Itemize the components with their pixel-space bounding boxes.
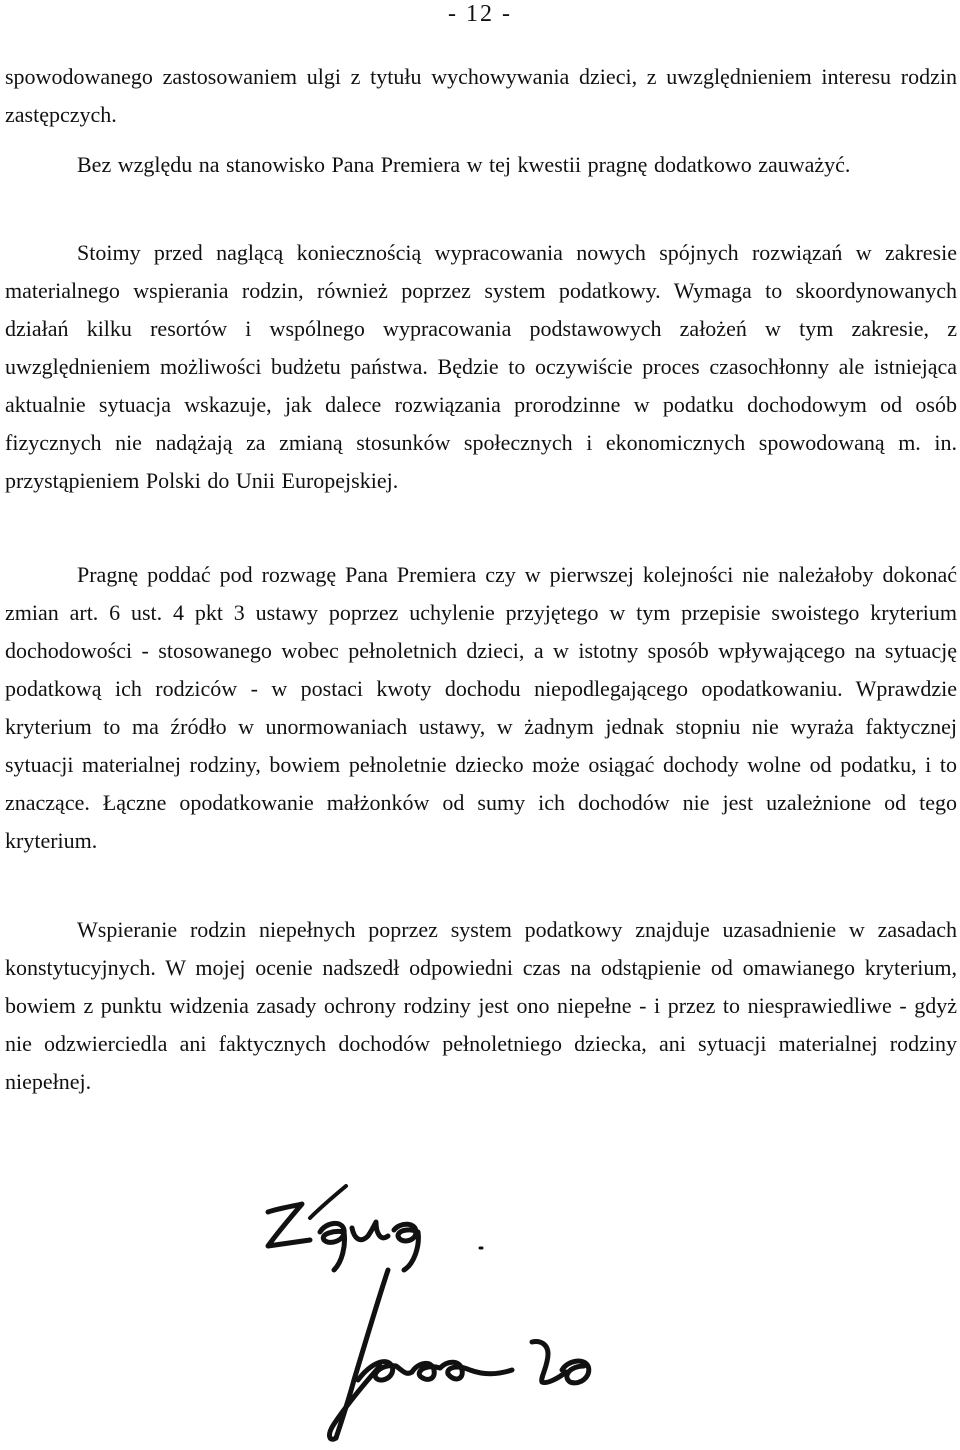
paragraph-5: Wspieranie rodzin niepełnych poprzez system podatkowy znajduje uzasadnienie w zasadach konstytucyjnych. W mojej ocenie nadszedł odpowiedni czas na odstąpienie od omawianego kryterium, bowiem z punktu widzenia zasady ochrony rodziny jest ono niepełne - i przez to niesprawiedliwe - gdyż nie odzwierciedla ani faktycznych dochodów pełnoletniego dziecka, ani sytuacji materialnej rodziny niepełnej. xyxy=(5,917,957,1094)
handwritten-signature xyxy=(250,1170,620,1450)
paragraph-2: Bez względu na stanowisko Pana Premiera w tej kwestii pragnę dodatkowo zauważyć. xyxy=(77,152,851,177)
paragraph-3: Stoimy przed naglącą koniecznością wypracowania nowych spójnych rozwiązań w zakresie materialnego wspierania rodzin, również poprzez system podatkowy. Wymaga to skoordynowanych działań kilku resortów i wspólnego wypracowania podstawowych założeń w tym zakresie, z uwzględnieniem możliwości budżetu państwa. Będzie to oczywiście proces czasochłonny ale istniejąca aktualnie sytuacja wskazuje, jak dalece rozwiązania prorodzinne w podatku dochodowym od osób fizycznych nie nadążają za zmianą stosunków społecznych i ekonomicznych spowodowaną m. in. przystąpieniem Polski do Unii Europejskiej. xyxy=(5,240,957,493)
paragraph-4: Pragnę poddać pod rozwagę Pana Premiera czy w pierwszej kolejności nie należałoby dokonać zmian art. 6 ust. 4 pkt 3 ustawy poprzez uchylenie przyjętego w tym przepisie swoistego kryterium dochodowości - stosowanego wobec pełnoletnich dzieci, a w istotny sposób wpływającego na sytuację podatkową ich rodziców - w postaci kwoty dochodu niepodlegającego opodatkowaniu. Wprawdzie kryterium to ma źródło w unormowaniach ustawy, w żadnym jednak stopniu nie wyraża faktycznej sytuacji materialnej rodziny, bowiem pełnoletnie dziecko może osiągać dochody wolne od podatku, i to znaczące. Łączne opodatkowanie małżonków od sumy ich dochodów nie jest uzależnione od tego kryterium. xyxy=(5,562,957,853)
paragraph-1: spowodowanego zastosowaniem ulgi z tytułu wychowywania dzieci, z uwzględnieniem interesu rodzin zastępczych. xyxy=(5,64,957,127)
page-number: - 12 - xyxy=(448,1,512,27)
